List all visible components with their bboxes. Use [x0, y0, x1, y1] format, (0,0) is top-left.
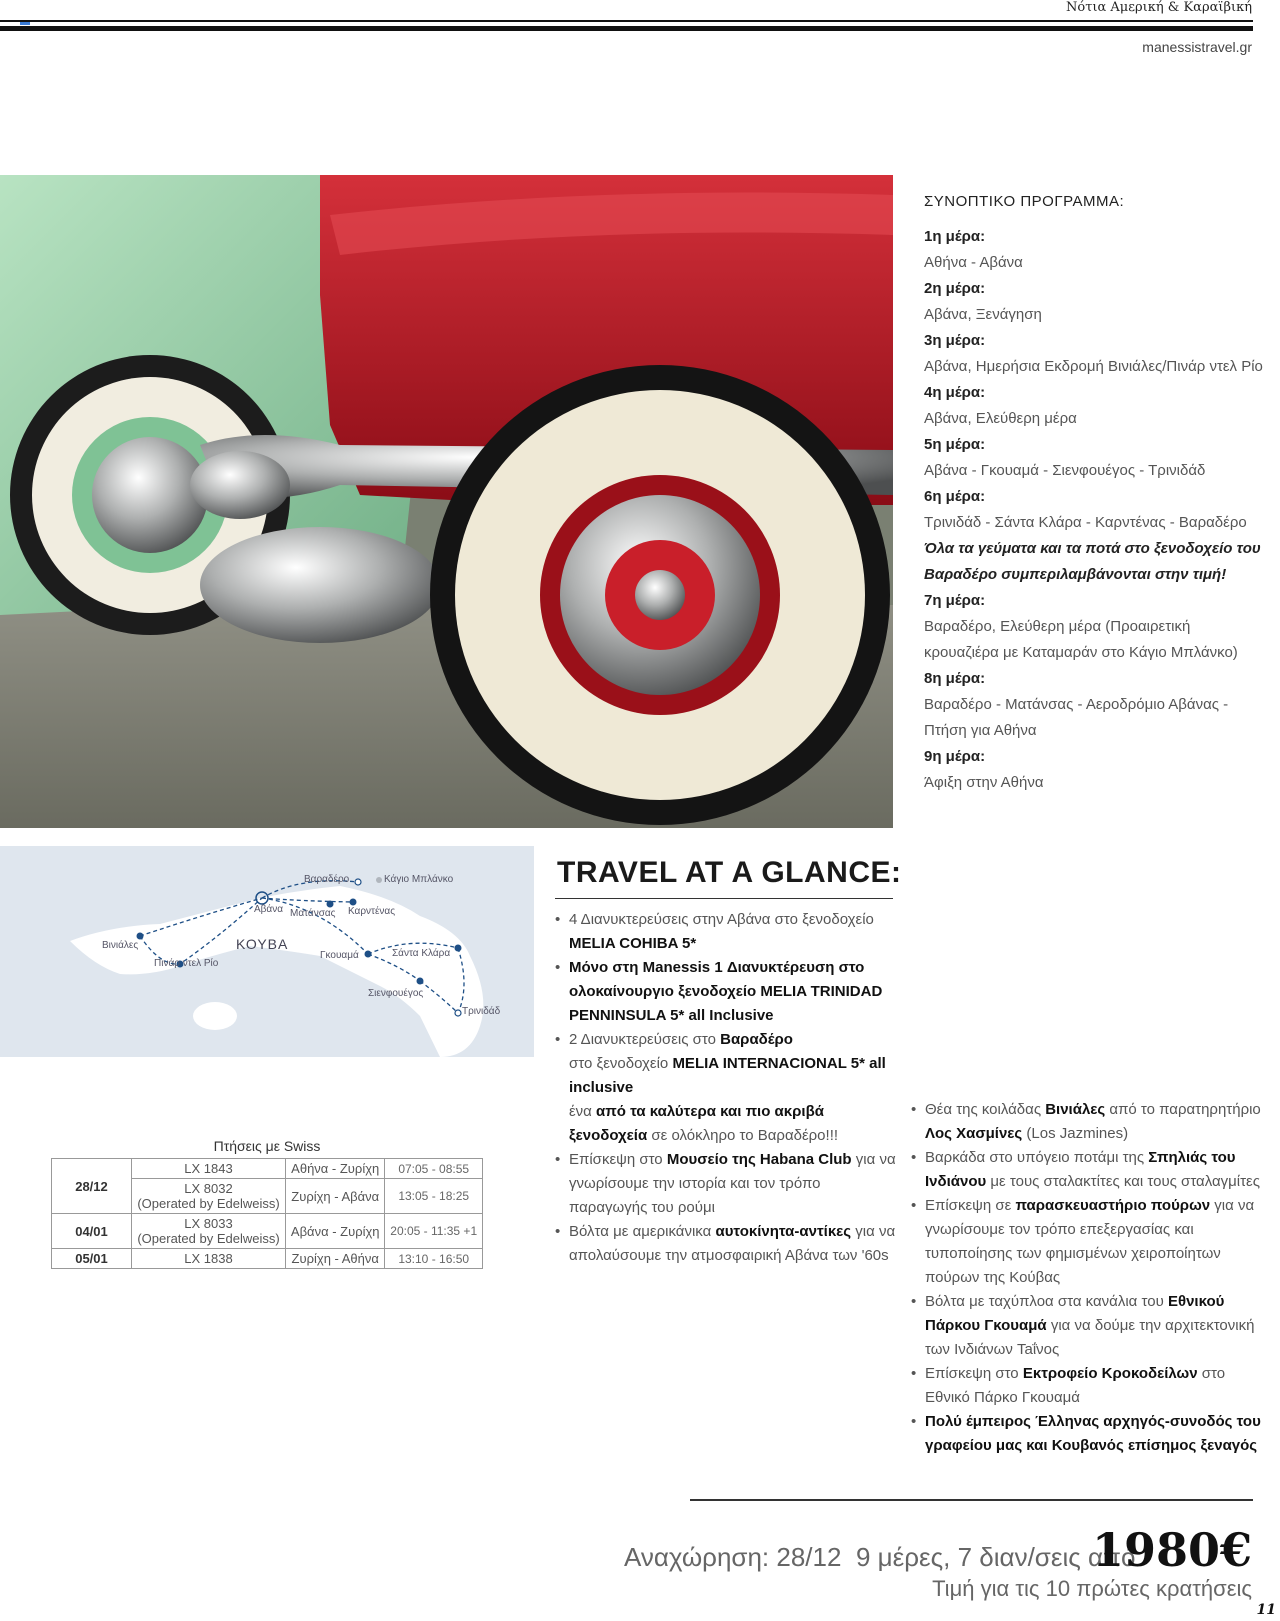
- bullet-text: για να γνωρίσουμε τον τρόπο επεξεργασίας και τυποποίησης των φημισμένων χειροποίητων πούρων της Κούβας: [925, 1197, 1255, 1286]
- map-label-havana: Αβάνα: [254, 904, 283, 915]
- bullet-text: για να γνωρίσουμε την ιστορία και τον τρόπο παραγωγής του ρούμι: [569, 1151, 896, 1216]
- flight-date: 28/12: [52, 1159, 132, 1214]
- bullet-text: 4 Διανυκτερεύσεις στην Αβάνα στο ξενοδοχείο: [569, 911, 874, 928]
- price-note: Τιμή για τις 10 πρώτες κρατήσεις: [932, 1576, 1252, 1601]
- day-6-label: 6η μέρα:: [924, 488, 986, 505]
- bullet-text: από το παρατηρητήριο: [1109, 1101, 1261, 1118]
- program-title: ΣΥΝΟΠΤΙΚΟ ΠΡΟΓΡΑΜΜΑ:: [924, 193, 1125, 210]
- map-label-varadero: Βαραδέρο: [304, 874, 350, 885]
- bullet-bold: Βαραδέρο: [720, 1031, 793, 1048]
- footer-rule: [690, 1499, 1253, 1501]
- day-2-label: 2η μέρα:: [924, 280, 986, 297]
- day-5-text: Αβάνα - Γκουαμά - Σιενφουέγος - Τρινιδάδ: [924, 462, 1206, 479]
- bullet-text: (Los Jazmines): [1026, 1125, 1129, 1142]
- header-rule-thin: [0, 20, 1253, 22]
- flight-route: Ζυρίχη - Αθήνα: [286, 1249, 385, 1269]
- table-row: [52, 1214, 483, 1249]
- header-rule-thick: [0, 26, 1253, 31]
- day-7-label: 7η μέρα:: [924, 592, 986, 609]
- map-label-cardenas: Καρντένας: [348, 906, 396, 917]
- map-label-pinar: Πινάρ ντελ Ρίο: [154, 958, 219, 969]
- flight-number: LX 1843: [132, 1159, 286, 1179]
- bullet-text: σε ολόκληρο το Βαραδέρο!!!: [651, 1127, 839, 1144]
- glance-title: TRAVEL AT A GLANCE:: [557, 856, 902, 889]
- map-label-matanzas: Ματάνσας: [290, 908, 336, 919]
- flight-time: 13:05 - 18:25: [385, 1179, 483, 1214]
- day-8-text: Βαραδέρο - Ματάνσας - Αεροδρόμιο Αβάνας - Πτήση για Αθήνα: [924, 696, 1229, 739]
- flight-route: Αβάνα - Ζυρίχη: [286, 1214, 385, 1249]
- bullet-bold: Εκτροφείο Κροκοδείλων: [1022, 1365, 1198, 1382]
- bullet-bold: αυτοκίνητα-αντίκες: [715, 1223, 852, 1240]
- bullet-bold: MELIA INTERNACIONAL 5* all inclusive: [569, 1055, 886, 1096]
- list-item: [911, 1290, 1266, 1362]
- flight-number-code: LX 8033: [184, 1216, 233, 1231]
- bullet-text: 2 Διανυκτερεύσεις στο: [569, 1031, 716, 1048]
- day-7-text: Βαραδέρο, Ελεύθερη μέρα (Προαιρετική κρουαζιέρα με Καταμαράν στο Κάγιο Μπλάνκο): [924, 618, 1238, 661]
- flight-route: Αθήνα - Ζυρίχη: [286, 1159, 385, 1179]
- flights-table-block: [51, 1138, 483, 1269]
- flights-table: [51, 1158, 483, 1269]
- day-1-text: Αθήνα - Αβάνα: [924, 254, 1023, 271]
- map-label-vinales: Βινιάλες: [102, 940, 139, 951]
- flight-operator: (Operated by Edelweiss): [137, 1196, 280, 1211]
- table-row: [52, 1159, 483, 1179]
- hero-photo: [0, 175, 893, 828]
- bullet-bold: Μουσείο της Habana Club: [666, 1151, 852, 1168]
- bullet-bold: Μόνο στη Manessis 1 Διανυκτέρευση στο ολοκαίνουργιο ξενοδοχείο MELIA TRINIDAD PENNINSULA 5* all Inclusive: [569, 959, 883, 1024]
- bullet-text: ένα: [569, 1103, 592, 1120]
- map-country-label: ΚΟΥΒΑ: [236, 936, 289, 952]
- trip-duration: 9 μέρες, 7 διαν/σεις από: [856, 1542, 1136, 1572]
- glance-list-right: [911, 1098, 1266, 1458]
- list-item: [911, 1146, 1266, 1194]
- glance-title-rule: [555, 898, 893, 899]
- bullet-text: Επίσκεψη σε: [925, 1197, 1012, 1214]
- header-accent: [20, 22, 30, 25]
- day-6-note: Όλα τα γεύματα και τα ποτά στο ξενοδοχείο του Βαραδέρο συμπεριλαμβάνονται στην τιμή!: [924, 540, 1261, 583]
- list-item: [555, 1220, 900, 1268]
- day-9-label: 9η μέρα:: [924, 748, 986, 765]
- bullet-bold: Πολύ έμπειρος Έλληνας αρχηγός-συνοδός του γραφείου μας και Κουβανός επίσημος ξεναγός: [925, 1413, 1261, 1454]
- flight-number: [132, 1179, 286, 1214]
- day-9-text: Άφιξη στην Αθήνα: [924, 774, 1044, 791]
- day-6-text: Τρινιδάδ - Σάντα Κλάρα - Καρντένας - Βαραδέρο: [924, 514, 1247, 531]
- flight-time: 13:10 - 16:50: [385, 1249, 483, 1269]
- departure-date: Αναχώρηση: 28/12: [624, 1542, 842, 1572]
- table-row: [52, 1249, 483, 1269]
- flight-number: [132, 1214, 286, 1249]
- day-8-label: 8η μέρα:: [924, 670, 986, 687]
- bullet-bold: Σπηλιάς του Ινδιάνου: [925, 1149, 1236, 1190]
- day-4-label: 4η μέρα:: [924, 384, 986, 401]
- bullet-bold: MELIA COHIBA 5*: [569, 935, 697, 952]
- list-item: [555, 1028, 900, 1148]
- list-item: [911, 1194, 1266, 1290]
- bullet-text: για να απολαύσουμε την ατμοσφαιρική Αβάνα των '60s: [569, 1223, 896, 1264]
- flights-caption: Πτήσεις με Swiss: [213, 1138, 321, 1154]
- bullet-text: Επίσκεψη στο: [925, 1365, 1019, 1382]
- vintage-car-illustration: [0, 175, 893, 828]
- flight-number: LX 1838: [132, 1249, 286, 1269]
- bullet-bold: από τα καλύτερα και πιο ακριβά ξενοδοχεία: [569, 1103, 824, 1144]
- list-item: [911, 1098, 1266, 1146]
- bullet-text: Βαρκάδα στο υπόγειο ποτάμι της: [925, 1149, 1145, 1166]
- region-title: Νότια Αμερική & Καραϊβική: [1066, 0, 1252, 15]
- flight-date: 05/01: [52, 1249, 132, 1269]
- page-number: 11: [1256, 1602, 1276, 1618]
- day-5-label: 5η μέρα:: [924, 436, 986, 453]
- bullet-text: Θέα της κοιλάδας: [925, 1101, 1042, 1118]
- flight-operator: (Operated by Edelweiss): [137, 1231, 280, 1246]
- map-label-santa-clara: Σάντα Κλάρα: [392, 948, 451, 959]
- flight-time: 07:05 - 08:55: [385, 1159, 483, 1179]
- list-item: [911, 1362, 1266, 1410]
- bullet-text: για να δούμε την αρχιτεκτονική των Ινδιάνων Taΐνος: [925, 1317, 1255, 1358]
- flight-date: 04/01: [52, 1214, 132, 1249]
- bullet-text: στο ξενοδοχείο: [569, 1055, 669, 1072]
- price: 1980€: [1091, 1523, 1252, 1577]
- map-label-cienfuegos: Σιενφουέγος: [368, 988, 424, 999]
- day-1-label: 1η μέρα:: [924, 228, 986, 245]
- bullet-text: Βόλτα με ταχύπλοα στα κανάλια του: [925, 1293, 1164, 1310]
- list-item: [555, 908, 900, 956]
- map-label-cayo-blanco: Κάγιο Μπλάνκο: [384, 874, 454, 885]
- bullet-text: Επίσκεψη στο: [569, 1151, 663, 1168]
- glance-list-left: [555, 908, 900, 1268]
- day-3-label: 3η μέρα:: [924, 332, 986, 349]
- bullet-text: Βόλτα με αμερικάνικα: [569, 1223, 712, 1240]
- cuba-route-map: [0, 846, 534, 1057]
- bullet-text: με τους σταλακτίτες και τους σταλαγμίτες: [990, 1173, 1260, 1190]
- bullet-bold: παρασκευαστήριο πούρων: [1015, 1197, 1211, 1214]
- list-item: [555, 956, 900, 1028]
- bullet-bold: Λος Χασμίνες: [925, 1125, 1023, 1142]
- day-3-text: Αβάνα, Ημερήσια Εκδρομή Βινιάλες/Πινάρ ντελ Ρίο: [924, 358, 1263, 375]
- flight-number-code: LX 8032: [184, 1181, 233, 1196]
- flight-time: 20:05 - 11:35 +1: [385, 1214, 483, 1249]
- bullet-text: στο Εθνικό Πάρκο Γκουαμά: [925, 1365, 1226, 1406]
- map-label-guama: Γκουαμά: [320, 950, 359, 961]
- list-item: [555, 1148, 900, 1220]
- bullet-bold: Βινιάλες: [1045, 1101, 1106, 1118]
- flight-route: Ζυρίχη - Αβάνα: [286, 1179, 385, 1214]
- program-summary: [924, 193, 1264, 796]
- list-item: [911, 1410, 1266, 1458]
- bullet-bold: Εθνικού Πάρκου Γκουαμά: [925, 1293, 1225, 1334]
- site-url[interactable]: manessistravel.gr: [1142, 39, 1252, 55]
- day-2-text: Αβάνα, Ξενάγηση: [924, 306, 1042, 323]
- map-label-trinidad: Τρινιδάδ: [462, 1006, 501, 1017]
- day-4-text: Αβάνα, Ελεύθερη μέρα: [924, 410, 1077, 427]
